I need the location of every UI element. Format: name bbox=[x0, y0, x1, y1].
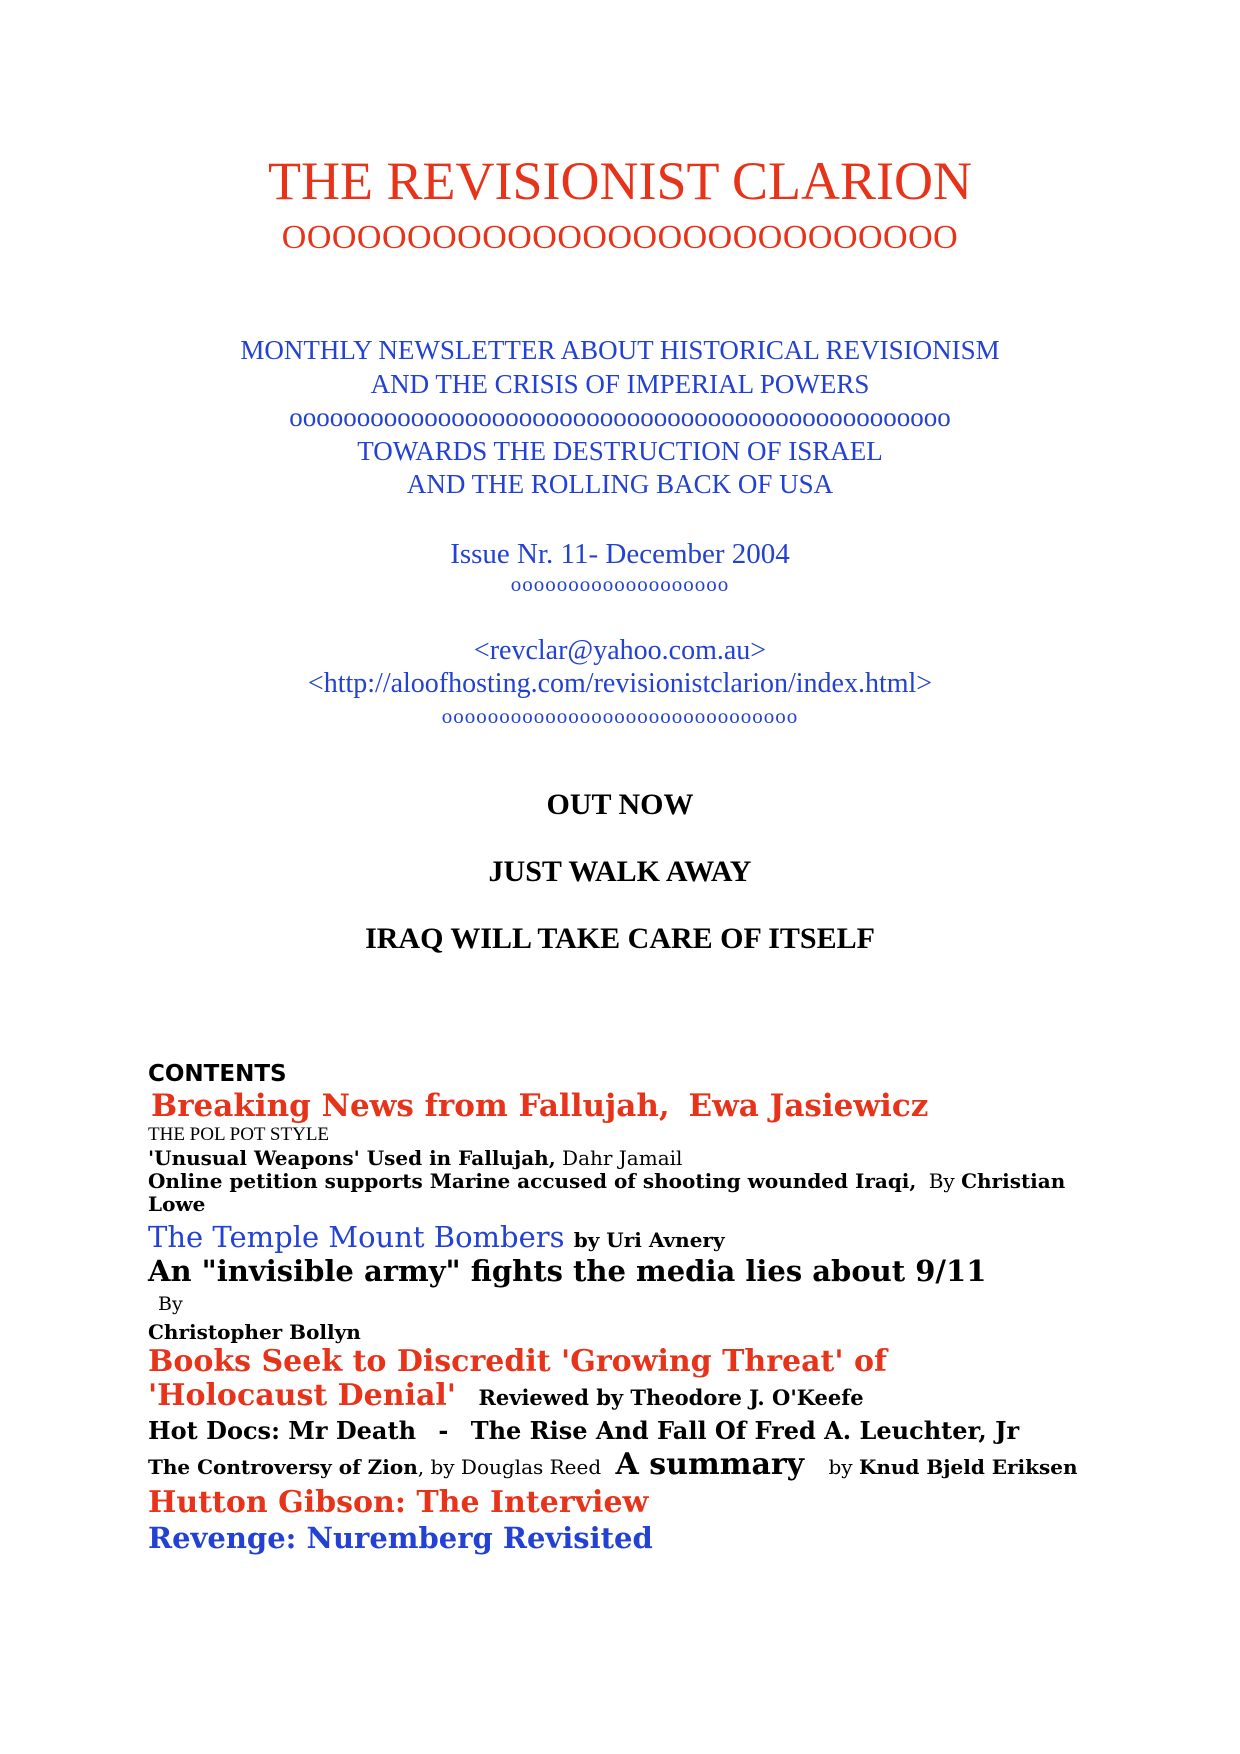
tagline-line-1: MONTHLY NEWSLETTER ABOUT HISTORICAL REVISIONISM bbox=[240, 335, 1000, 365]
toc-item-polpot[interactable]: THE POL POT STYLE bbox=[148, 1124, 330, 1145]
contents-section bbox=[148, 1060, 1078, 1555]
newsletter-title: THE REVISIONIST CLARION bbox=[268, 151, 972, 211]
tagline-line-2: AND THE CRISIS OF IMPERIAL POWERS bbox=[370, 368, 870, 399]
headline-iraq: IRAQ WILL TAKE CARE OF ITSELF bbox=[365, 922, 875, 955]
toc-books-reviewer: Reviewed by Theodore J. O'Keefe bbox=[478, 1385, 864, 1410]
contents-heading: CONTENTS bbox=[148, 1061, 287, 1087]
toc-army-by: By bbox=[158, 1293, 183, 1315]
toc-zion-summary[interactable]: A summary bbox=[615, 1447, 805, 1482]
toc-hotdocs-separator: - bbox=[438, 1416, 449, 1445]
toc-zion-title[interactable]: The Controversy of Zion bbox=[148, 1455, 418, 1479]
issue-number: Issue Nr. 11- December 2004 bbox=[450, 538, 790, 570]
tagline-rule: ooooooooooooooooooooooooooooooooooooooooooooooooo bbox=[289, 402, 951, 432]
toc-item-hotdocs[interactable] bbox=[148, 1415, 1068, 1447]
toc-zion-summary-by: by bbox=[828, 1455, 853, 1479]
toc-item-books[interactable] bbox=[148, 1345, 1028, 1415]
toc-zion-author: , by Douglas Reed bbox=[417, 1455, 602, 1479]
toc-item-temple[interactable] bbox=[148, 1220, 1068, 1257]
toc-weapons-author: Dahr Jamail bbox=[562, 1146, 683, 1170]
toc-item-revenge[interactable]: Revenge: Nuremberg Revisited bbox=[148, 1521, 653, 1555]
toc-hotdocs-subtitle[interactable]: The Rise And Fall Of Fred A. Leuchter, Jr bbox=[470, 1416, 1020, 1445]
title-rule: OOOOOOOOOOOOOOOOOOOOOOOOOOO bbox=[281, 219, 959, 256]
contact-rule: ooooooooooooooooooooooooooooooo bbox=[441, 704, 799, 728]
toc-item-zion[interactable] bbox=[148, 1447, 1078, 1485]
email-link[interactable]: <revclar@yahoo.com.au> bbox=[473, 635, 767, 666]
toc-temple-author: by Uri Avnery bbox=[573, 1228, 725, 1252]
toc-fallujah-title[interactable]: Breaking News from Fallujah, bbox=[151, 1088, 670, 1124]
toc-item-hutton[interactable]: Hutton Gibson: The Interview bbox=[148, 1485, 649, 1520]
toc-hotdocs-title[interactable]: Hot Docs: Mr Death bbox=[148, 1416, 417, 1445]
tagline-line-3: TOWARDS THE DESTRUCTION OF ISRAEL bbox=[357, 435, 883, 466]
toc-fallujah-author: Ewa Jasiewicz bbox=[688, 1088, 929, 1124]
toc-army-title[interactable]: An "invisible army" fights the media lies about 9/11 bbox=[148, 1254, 987, 1288]
headline-walk-away: JUST WALK AWAY bbox=[488, 855, 752, 888]
tagline bbox=[0, 334, 1240, 502]
tagline-line-4: AND THE ROLLING BACK OF USA bbox=[406, 469, 834, 499]
toc-army-author: Christopher Bollyn bbox=[148, 1320, 361, 1344]
toc-books-title[interactable]: Books Seek to Discredit 'Growing Threat' of 'Holocaust Denial' bbox=[148, 1344, 887, 1413]
toc-petition-author: Christian Lowe bbox=[148, 1169, 1066, 1216]
toc-weapons-title[interactable]: 'Unusual Weapons' Used in Fallujah, bbox=[148, 1146, 556, 1170]
issue-rule: ooooooooooooooooooo bbox=[510, 572, 730, 596]
toc-item-army[interactable] bbox=[148, 1254, 1028, 1345]
toc-item-fallujah[interactable] bbox=[151, 1088, 1068, 1124]
toc-petition-by: By bbox=[928, 1169, 955, 1193]
toc-temple-title[interactable]: The Temple Mount Bombers bbox=[148, 1220, 565, 1254]
toc-item-petition[interactable] bbox=[148, 1170, 1068, 1216]
toc-petition-title[interactable]: Online petition supports Marine accused of shooting wounded Iraqi, bbox=[148, 1169, 917, 1193]
toc-zion-summary-author: Knud Bjeld Eriksen bbox=[858, 1455, 1078, 1479]
toc-item-weapons[interactable] bbox=[148, 1146, 1068, 1170]
headline-out-now: OUT NOW bbox=[546, 788, 694, 821]
website-link[interactable]: <http://aloofhosting.com/revisionistclarion/index.html> bbox=[307, 668, 933, 699]
